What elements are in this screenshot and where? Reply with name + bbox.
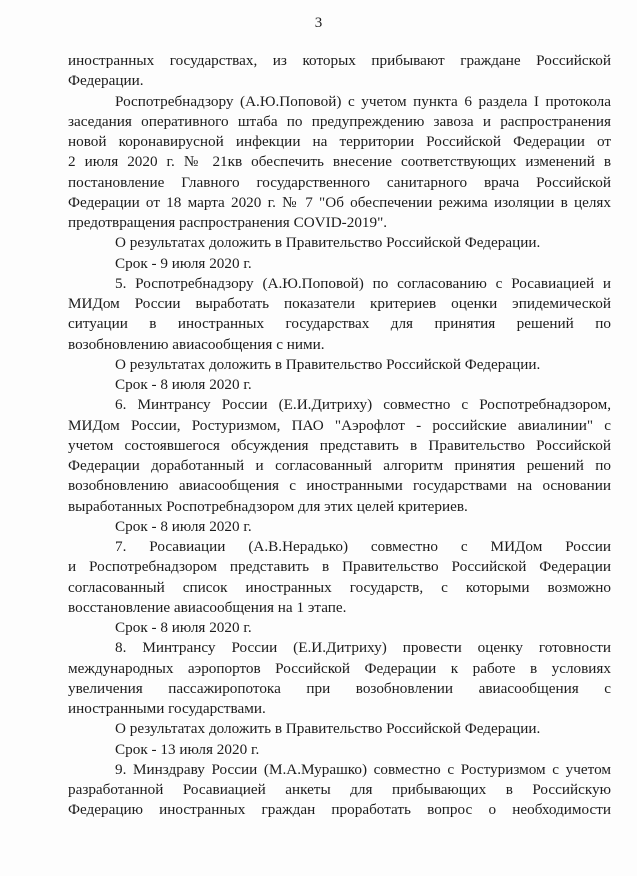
text-line: ситуации в иностранных государствах для принятия решений по: [68, 315, 611, 333]
text-line: Федерации от 18 марта 2020 г. № 7 "Об обеспечении режима изоляции в целях: [68, 193, 611, 211]
document-body: [68, 51, 611, 821]
text-line: МИДом России выработать показатели критериев оценки эпидемической: [68, 295, 611, 312]
text-line: восстановление авиасообщения на 1 этапе.: [68, 598, 347, 616]
text-line: учетом состоявшегося обсуждения представить в Правительство Российской: [68, 436, 611, 454]
text-line: Срок - 8 июля 2020 г.: [115, 619, 252, 636]
text-line: Федерации.: [68, 72, 144, 90]
text-line: МИДом России, Ростуризмом, ПАО "Аэрофлот - российские авиалинии" с: [68, 416, 611, 434]
text-line: возобновлению авиасообщения с иностранными государствами на основании: [68, 477, 611, 495]
text-line: возобновлению авиасообщения с ними.: [68, 335, 325, 353]
text-line: иностранными государствами.: [68, 700, 266, 717]
text-line: и Роспотребнадзором представить в Правительство Российской Федерации: [68, 558, 611, 576]
page-number: 3: [314, 15, 323, 31]
text-line: О результатах доложить в Правительство Российской Федерации.: [115, 234, 541, 252]
text-line: иностранных государствах, из которых прибывают граждане Российской: [68, 52, 611, 69]
text-line: Федерацию иностранных граждан проработать вопрос о необходимости: [68, 801, 611, 819]
text-line: постановление Главного государственного санитарного врача Российской: [68, 173, 611, 191]
text-line: Срок - 13 июля 2020 г.: [115, 740, 260, 758]
text-line: Срок - 8 июля 2020 г.: [115, 517, 252, 535]
text-line: увеличения пассажиропотока при возобновлении авиасообщения с: [68, 679, 611, 697]
text-line: заседания оперативного штаба по предупреждению завоза и распространения: [68, 112, 611, 130]
text-line: Срок - 8 июля 2020 г.: [115, 376, 252, 393]
text-line: 5. Роспотребнадзору (А.Ю.Поповой) по согласованию с Росавиацией и: [115, 274, 611, 292]
text-line: Срок - 9 июля 2020 г.: [115, 254, 252, 272]
text-line: согласованный список иностранных государств, с которыми возможно: [68, 578, 611, 596]
text-line: 6. Минтрансу России (Е.И.Дитриху) совместно с Роспотребнадзором,: [115, 396, 611, 414]
text-line: разработанной Росавиацией анкеты для прибывающих в Российскую: [68, 781, 611, 798]
text-line: предотвращения распространения COVID-2019".: [68, 214, 388, 231]
text-line: новой коронавирусной инфекции на территории Российской Федерации от: [68, 133, 611, 150]
text-line: 7. Росавиации (А.В.Нерадько) совместно с МИДом России: [115, 538, 611, 555]
text-line: международных аэропортов Российской Федерации к работе в условиях: [68, 659, 611, 677]
text-line: О результатах доложить в Правительство Российской Федерации.: [115, 720, 541, 738]
text-line: Федерации доработанный и согласованный алгоритм принятия решений по: [68, 457, 611, 474]
text-line: 8. Минтрансу России (Е.И.Дитриху) провести оценку готовности: [115, 639, 611, 657]
text-line: 9. Минздраву России (М.А.Мурашко) совместно с Ростуризмом с учетом: [115, 760, 611, 778]
text-line: О результатах доложить в Правительство Российской Федерации.: [115, 355, 541, 373]
text-line: выработанных Роспотребнадзором для этих целей критериев.: [68, 497, 468, 515]
text-line: 2 июля 2020 г. № 21кв обеспечить внесение соответствующих изменений в: [68, 153, 611, 171]
text-line: Роспотребнадзору (А.Ю.Поповой) с учетом пункта 6 раздела I протокола: [115, 92, 611, 110]
